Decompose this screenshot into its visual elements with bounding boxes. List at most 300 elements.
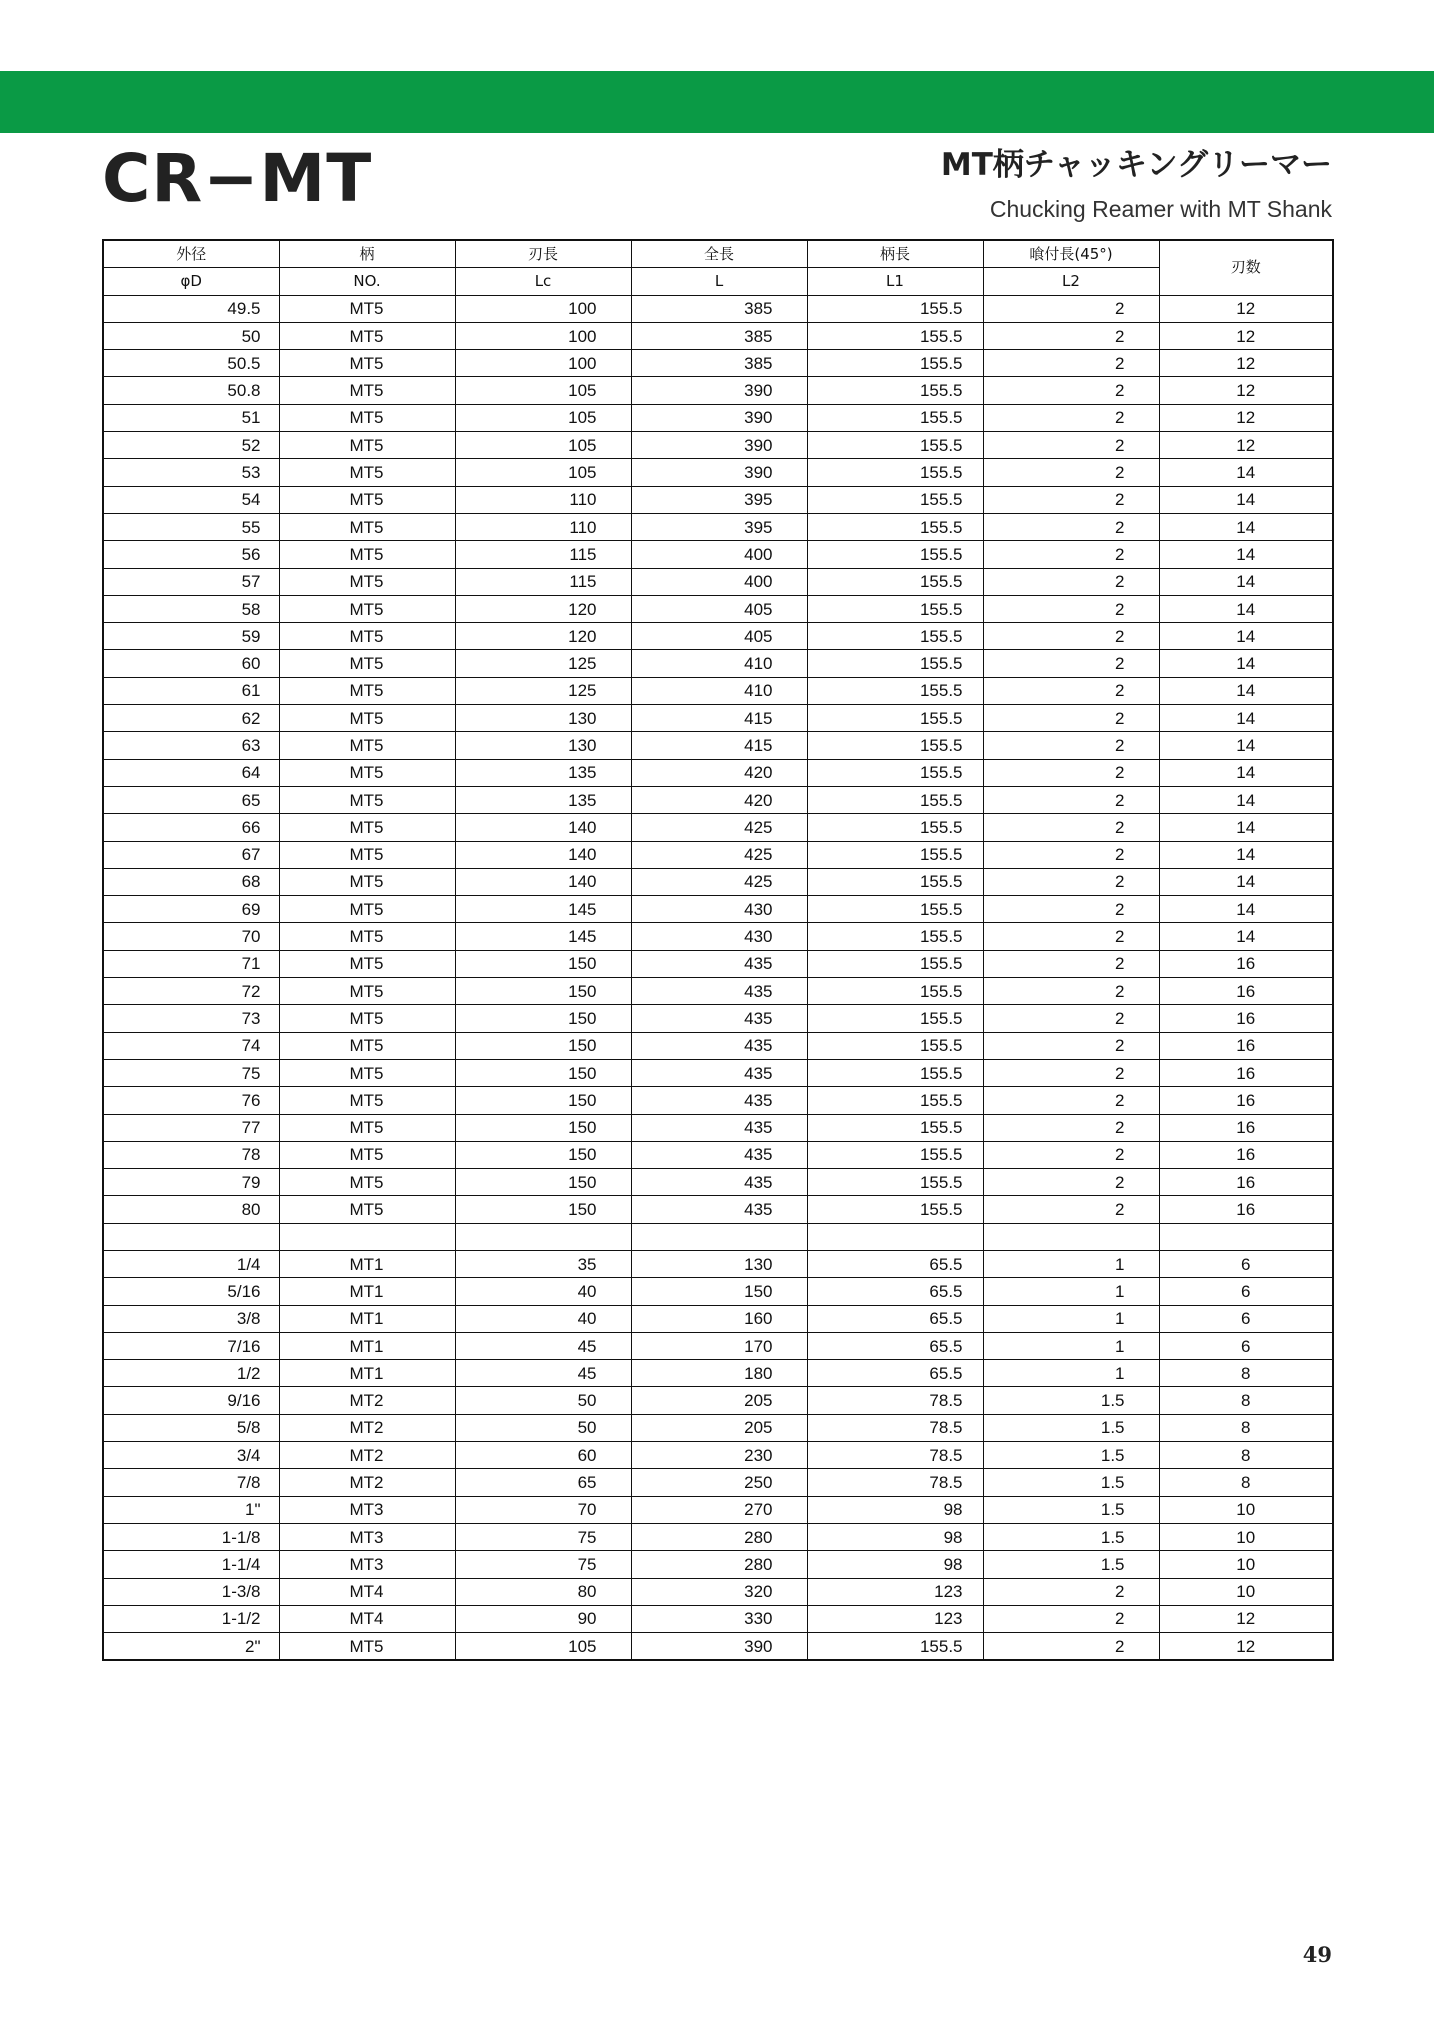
column-symbol: L <box>631 268 807 295</box>
cell-shank-length: 155.5 <box>807 841 983 868</box>
cell-overall-length: 435 <box>631 950 807 977</box>
cell-shank-length: 65.5 <box>807 1278 983 1305</box>
cell-chamfer-length: 1 <box>983 1250 1159 1277</box>
cell-flute-count: 10 <box>1159 1523 1333 1550</box>
cell-diameter: 56 <box>103 541 279 568</box>
cell-flute-count: 14 <box>1159 595 1333 622</box>
cell-diameter: 50.5 <box>103 350 279 377</box>
cell-overall-length: 395 <box>631 513 807 540</box>
cell-diameter: 76 <box>103 1087 279 1114</box>
cell-shank-no: MT5 <box>279 513 455 540</box>
cell-overall-length: 330 <box>631 1605 807 1632</box>
table-row <box>103 650 1333 677</box>
cell-shank-length: 155.5 <box>807 950 983 977</box>
table-row <box>103 1387 1333 1414</box>
cell-flute-length: 150 <box>455 1087 631 1114</box>
cell-shank-length: 155.5 <box>807 1059 983 1086</box>
cell-shank-no: MT1 <box>279 1360 455 1387</box>
cell-overall-length: 420 <box>631 786 807 813</box>
cell-diameter: 52 <box>103 432 279 459</box>
cell-chamfer-length: 2 <box>983 677 1159 704</box>
cell-chamfer-length: 2 <box>983 1087 1159 1114</box>
cell-shank-length: 155.5 <box>807 1169 983 1196</box>
cell-chamfer-length: 1 <box>983 1332 1159 1359</box>
cell-shank-no: MT5 <box>279 1633 455 1661</box>
cell-diameter: 69 <box>103 896 279 923</box>
cell-shank-length: 78.5 <box>807 1414 983 1441</box>
cell-diameter: 50 <box>103 322 279 349</box>
cell-shank-no: MT3 <box>279 1551 455 1578</box>
cell-shank-no: MT5 <box>279 1005 455 1032</box>
cell-flute-length: 105 <box>455 404 631 431</box>
cell-chamfer-length: 2 <box>983 1141 1159 1168</box>
cell-chamfer-length: 2 <box>983 923 1159 950</box>
table-row <box>103 459 1333 486</box>
table-row <box>103 868 1333 895</box>
cell-overall-length: 415 <box>631 705 807 732</box>
table-row <box>103 1059 1333 1086</box>
cell-shank-no: MT2 <box>279 1442 455 1469</box>
cell-flute-count: 16 <box>1159 1196 1333 1223</box>
cell-shank-length: 155.5 <box>807 404 983 431</box>
cell-shank-length: 65.5 <box>807 1250 983 1277</box>
cell-shank-no: MT3 <box>279 1496 455 1523</box>
cell-chamfer-length: 2 <box>983 1114 1159 1141</box>
cell-shank-no: MT5 <box>279 759 455 786</box>
cell-shank-length <box>807 1223 983 1250</box>
cell-flute-count: 12 <box>1159 350 1333 377</box>
header-green-band <box>0 71 1434 133</box>
cell-chamfer-length: 2 <box>983 486 1159 513</box>
table-row <box>103 1605 1333 1632</box>
column-symbol: φD <box>103 268 279 295</box>
table-row <box>103 1087 1333 1114</box>
table-row <box>103 1551 1333 1578</box>
cell-flute-length: 135 <box>455 786 631 813</box>
table-row <box>103 1469 1333 1496</box>
cell-flute-length: 150 <box>455 950 631 977</box>
cell-shank-length: 155.5 <box>807 595 983 622</box>
product-title-english: Chucking Reamer with MT Shank <box>989 196 1332 222</box>
cell-shank-length: 155.5 <box>807 896 983 923</box>
table-row <box>103 1223 1333 1250</box>
cell-flute-count: 6 <box>1159 1278 1333 1305</box>
cell-shank-no: MT5 <box>279 868 455 895</box>
cell-shank-no: MT4 <box>279 1605 455 1632</box>
cell-flute-length: 45 <box>455 1360 631 1387</box>
cell-shank-length: 155.5 <box>807 350 983 377</box>
cell-shank-length: 155.5 <box>807 541 983 568</box>
cell-overall-length: 390 <box>631 377 807 404</box>
cell-shank-length: 65.5 <box>807 1332 983 1359</box>
cell-diameter: 63 <box>103 732 279 759</box>
cell-shank-no: MT1 <box>279 1305 455 1332</box>
cell-flute-length: 40 <box>455 1278 631 1305</box>
cell-flute-length: 135 <box>455 759 631 786</box>
cell-overall-length: 435 <box>631 1087 807 1114</box>
column-header: 外径 <box>103 240 279 268</box>
cell-diameter: 67 <box>103 841 279 868</box>
cell-flute-count: 14 <box>1159 923 1333 950</box>
cell-flute-count: 14 <box>1159 459 1333 486</box>
cell-chamfer-length: 2 <box>983 459 1159 486</box>
cell-overall-length: 385 <box>631 350 807 377</box>
cell-chamfer-length: 1.5 <box>983 1469 1159 1496</box>
cell-flute-count: 6 <box>1159 1305 1333 1332</box>
table-row <box>103 350 1333 377</box>
cell-shank-length: 98 <box>807 1551 983 1578</box>
cell-flute-length: 125 <box>455 650 631 677</box>
cell-flute-length: 150 <box>455 1196 631 1223</box>
column-header: 喰付長(45°) <box>983 240 1159 268</box>
cell-flute-count: 8 <box>1159 1442 1333 1469</box>
table-row <box>103 1005 1333 1032</box>
cell-diameter: 60 <box>103 650 279 677</box>
table-row <box>103 732 1333 759</box>
cell-overall-length: 180 <box>631 1360 807 1387</box>
cell-overall-length: 385 <box>631 295 807 322</box>
cell-flute-length: 130 <box>455 732 631 759</box>
column-header: 刃数 <box>1159 240 1333 295</box>
cell-overall-length: 280 <box>631 1551 807 1578</box>
cell-chamfer-length: 2 <box>983 1605 1159 1632</box>
cell-shank-no: MT5 <box>279 295 455 322</box>
cell-flute-count: 14 <box>1159 705 1333 732</box>
cell-flute-length: 140 <box>455 868 631 895</box>
cell-overall-length: 390 <box>631 459 807 486</box>
cell-chamfer-length: 2 <box>983 432 1159 459</box>
cell-shank-length: 155.5 <box>807 486 983 513</box>
cell-chamfer-length: 2 <box>983 623 1159 650</box>
cell-shank-no: MT1 <box>279 1278 455 1305</box>
cell-flute-count: 14 <box>1159 896 1333 923</box>
page-number: 49 <box>1302 1942 1332 1967</box>
cell-flute-length: 90 <box>455 1605 631 1632</box>
table-row <box>103 432 1333 459</box>
cell-diameter: 7/8 <box>103 1469 279 1496</box>
cell-flute-length: 100 <box>455 322 631 349</box>
cell-chamfer-length: 2 <box>983 541 1159 568</box>
cell-shank-length: 78.5 <box>807 1469 983 1496</box>
cell-chamfer-length: 1 <box>983 1305 1159 1332</box>
table-row <box>103 814 1333 841</box>
cell-diameter: 1-1/4 <box>103 1551 279 1578</box>
cell-shank-no: MT5 <box>279 841 455 868</box>
cell-diameter: 71 <box>103 950 279 977</box>
cell-flute-count: 14 <box>1159 623 1333 650</box>
cell-shank-no: MT5 <box>279 732 455 759</box>
cell-shank-length: 78.5 <box>807 1387 983 1414</box>
cell-shank-length: 155.5 <box>807 322 983 349</box>
cell-shank-length: 155.5 <box>807 868 983 895</box>
cell-flute-length: 45 <box>455 1332 631 1359</box>
cell-flute-count: 8 <box>1159 1469 1333 1496</box>
cell-shank-no <box>279 1223 455 1250</box>
table-row <box>103 1414 1333 1441</box>
cell-diameter: 53 <box>103 459 279 486</box>
cell-shank-length: 155.5 <box>807 705 983 732</box>
table-row <box>103 1360 1333 1387</box>
cell-chamfer-length: 1.5 <box>983 1387 1159 1414</box>
cell-chamfer-length: 2 <box>983 1169 1159 1196</box>
cell-shank-length: 123 <box>807 1605 983 1632</box>
cell-shank-no: MT5 <box>279 432 455 459</box>
cell-overall-length: 400 <box>631 568 807 595</box>
cell-flute-length: 150 <box>455 978 631 1005</box>
cell-overall-length: 320 <box>631 1578 807 1605</box>
cell-shank-length: 155.5 <box>807 568 983 595</box>
cell-shank-no: MT1 <box>279 1250 455 1277</box>
cell-flute-length: 40 <box>455 1305 631 1332</box>
cell-overall-length: 205 <box>631 1387 807 1414</box>
cell-overall-length: 400 <box>631 541 807 568</box>
cell-shank-no: MT2 <box>279 1387 455 1414</box>
cell-shank-no: MT5 <box>279 705 455 732</box>
cell-shank-length: 155.5 <box>807 513 983 540</box>
cell-diameter: 50.8 <box>103 377 279 404</box>
cell-shank-no: MT5 <box>279 1196 455 1223</box>
cell-diameter: 80 <box>103 1196 279 1223</box>
cell-shank-no: MT5 <box>279 1032 455 1059</box>
cell-chamfer-length: 2 <box>983 322 1159 349</box>
cell-flute-count: 8 <box>1159 1387 1333 1414</box>
cell-overall-length: 405 <box>631 623 807 650</box>
table-row <box>103 595 1333 622</box>
cell-flute-count: 12 <box>1159 322 1333 349</box>
cell-chamfer-length: 2 <box>983 759 1159 786</box>
cell-shank-length: 65.5 <box>807 1360 983 1387</box>
cell-chamfer-length: 2 <box>983 377 1159 404</box>
cell-flute-count: 14 <box>1159 759 1333 786</box>
cell-flute-count: 6 <box>1159 1250 1333 1277</box>
cell-flute-count: 16 <box>1159 950 1333 977</box>
cell-flute-length: 75 <box>455 1523 631 1550</box>
cell-shank-length: 155.5 <box>807 759 983 786</box>
cell-diameter: 7/16 <box>103 1332 279 1359</box>
header-row-labels <box>103 240 1333 268</box>
cell-flute-length: 35 <box>455 1250 631 1277</box>
table-row <box>103 1250 1333 1277</box>
cell-overall-length: 405 <box>631 595 807 622</box>
cell-flute-length: 100 <box>455 350 631 377</box>
cell-chamfer-length: 2 <box>983 1633 1159 1661</box>
cell-shank-length: 155.5 <box>807 1196 983 1223</box>
cell-chamfer-length: 2 <box>983 295 1159 322</box>
cell-shank-length: 155.5 <box>807 459 983 486</box>
cell-shank-length: 98 <box>807 1496 983 1523</box>
cell-overall-length: 425 <box>631 868 807 895</box>
table-row <box>103 1496 1333 1523</box>
cell-flute-count: 16 <box>1159 1169 1333 1196</box>
cell-shank-length: 155.5 <box>807 1633 983 1661</box>
cell-shank-length: 155.5 <box>807 650 983 677</box>
table-row <box>103 1332 1333 1359</box>
table-row <box>103 295 1333 322</box>
cell-flute-length: 130 <box>455 705 631 732</box>
cell-shank-no: MT5 <box>279 623 455 650</box>
cell-chamfer-length: 2 <box>983 1059 1159 1086</box>
cell-flute-length: 150 <box>455 1114 631 1141</box>
cell-diameter: 1-1/2 <box>103 1605 279 1632</box>
cell-flute-count: 12 <box>1159 1633 1333 1661</box>
cell-overall-length: 430 <box>631 923 807 950</box>
cell-shank-no: MT2 <box>279 1469 455 1496</box>
table-row <box>103 1523 1333 1550</box>
header-row-symbols <box>103 268 1333 295</box>
cell-flute-count: 6 <box>1159 1332 1333 1359</box>
cell-shank-no: MT5 <box>279 677 455 704</box>
cell-shank-length: 155.5 <box>807 1087 983 1114</box>
cell-diameter: 72 <box>103 978 279 1005</box>
column-header: 柄長 <box>807 240 983 268</box>
cell-flute-count: 16 <box>1159 1005 1333 1032</box>
cell-diameter: 5/8 <box>103 1414 279 1441</box>
cell-overall-length: 230 <box>631 1442 807 1469</box>
column-header: 全長 <box>631 240 807 268</box>
cell-flute-length: 80 <box>455 1578 631 1605</box>
cell-flute-count: 14 <box>1159 541 1333 568</box>
table-row <box>103 923 1333 950</box>
table-row <box>103 1305 1333 1332</box>
cell-chamfer-length: 1.5 <box>983 1551 1159 1578</box>
cell-flute-count: 16 <box>1159 1059 1333 1086</box>
cell-chamfer-length <box>983 1223 1159 1250</box>
cell-flute-count: 14 <box>1159 486 1333 513</box>
cell-flute-length: 145 <box>455 923 631 950</box>
cell-overall-length: 385 <box>631 322 807 349</box>
cell-overall-length: 415 <box>631 732 807 759</box>
table-row <box>103 486 1333 513</box>
cell-flute-length: 50 <box>455 1414 631 1441</box>
cell-overall-length: 435 <box>631 1005 807 1032</box>
cell-diameter: 2" <box>103 1633 279 1661</box>
table-row <box>103 841 1333 868</box>
table-row <box>103 786 1333 813</box>
product-title-japanese: MT柄チャッキングリーマー <box>940 147 1332 183</box>
cell-shank-no: MT5 <box>279 650 455 677</box>
table-row <box>103 1633 1333 1661</box>
cell-shank-no: MT5 <box>279 377 455 404</box>
cell-flute-length <box>455 1223 631 1250</box>
cell-flute-length: 50 <box>455 1387 631 1414</box>
cell-chamfer-length: 2 <box>983 896 1159 923</box>
cell-shank-no: MT1 <box>279 1332 455 1359</box>
cell-shank-length: 155.5 <box>807 978 983 1005</box>
cell-overall-length: 435 <box>631 1196 807 1223</box>
cell-diameter: 62 <box>103 705 279 732</box>
cell-shank-length: 155.5 <box>807 786 983 813</box>
cell-flute-length: 110 <box>455 486 631 513</box>
cell-diameter: 78 <box>103 1141 279 1168</box>
cell-flute-length: 140 <box>455 841 631 868</box>
cell-flute-length: 60 <box>455 1442 631 1469</box>
cell-flute-length: 150 <box>455 1059 631 1086</box>
cell-flute-count: 10 <box>1159 1551 1333 1578</box>
cell-flute-length: 105 <box>455 377 631 404</box>
cell-shank-no: MT3 <box>279 1523 455 1550</box>
cell-shank-no: MT5 <box>279 459 455 486</box>
cell-chamfer-length: 2 <box>983 1578 1159 1605</box>
cell-shank-length: 123 <box>807 1578 983 1605</box>
cell-flute-count: 16 <box>1159 1141 1333 1168</box>
table-row <box>103 322 1333 349</box>
cell-shank-length: 98 <box>807 1523 983 1550</box>
table-row <box>103 377 1333 404</box>
cell-chamfer-length: 2 <box>983 705 1159 732</box>
cell-shank-no: MT5 <box>279 950 455 977</box>
cell-overall-length: 435 <box>631 978 807 1005</box>
cell-diameter: 9/16 <box>103 1387 279 1414</box>
cell-flute-count: 16 <box>1159 978 1333 1005</box>
cell-chamfer-length: 2 <box>983 950 1159 977</box>
cell-diameter: 51 <box>103 404 279 431</box>
cell-flute-count: 8 <box>1159 1360 1333 1387</box>
cell-flute-count: 14 <box>1159 814 1333 841</box>
cell-diameter: 70 <box>103 923 279 950</box>
cell-overall-length <box>631 1223 807 1250</box>
table-row <box>103 1442 1333 1469</box>
cell-flute-length: 145 <box>455 896 631 923</box>
cell-flute-length: 65 <box>455 1469 631 1496</box>
cell-diameter: 3/4 <box>103 1442 279 1469</box>
cell-shank-no: MT5 <box>279 1141 455 1168</box>
cell-overall-length: 280 <box>631 1523 807 1550</box>
cell-chamfer-length: 2 <box>983 513 1159 540</box>
product-code: CR−MT <box>102 140 373 217</box>
cell-flute-length: 115 <box>455 568 631 595</box>
cell-shank-length: 155.5 <box>807 923 983 950</box>
column-header: 刃長 <box>455 240 631 268</box>
cell-shank-no: MT5 <box>279 786 455 813</box>
cell-overall-length: 395 <box>631 486 807 513</box>
cell-overall-length: 435 <box>631 1141 807 1168</box>
cell-diameter: 1/4 <box>103 1250 279 1277</box>
cell-chamfer-length: 1.5 <box>983 1414 1159 1441</box>
cell-overall-length: 435 <box>631 1169 807 1196</box>
cell-flute-count: 16 <box>1159 1114 1333 1141</box>
cell-flute-count: 14 <box>1159 513 1333 540</box>
cell-shank-no: MT5 <box>279 1087 455 1114</box>
cell-diameter: 74 <box>103 1032 279 1059</box>
cell-flute-length: 140 <box>455 814 631 841</box>
cell-flute-length: 110 <box>455 513 631 540</box>
table-row <box>103 677 1333 704</box>
cell-shank-length: 155.5 <box>807 814 983 841</box>
cell-flute-count: 14 <box>1159 841 1333 868</box>
cell-chamfer-length: 2 <box>983 1005 1159 1032</box>
table-row <box>103 1114 1333 1141</box>
cell-flute-length: 115 <box>455 541 631 568</box>
cell-shank-no: MT5 <box>279 896 455 923</box>
cell-chamfer-length: 1 <box>983 1278 1159 1305</box>
table-row <box>103 896 1333 923</box>
cell-diameter <box>103 1223 279 1250</box>
cell-flute-length: 120 <box>455 595 631 622</box>
column-symbol: L2 <box>983 268 1159 295</box>
cell-chamfer-length: 1.5 <box>983 1496 1159 1523</box>
cell-diameter: 5/16 <box>103 1278 279 1305</box>
table-row <box>103 568 1333 595</box>
table-row <box>103 1032 1333 1059</box>
table-row <box>103 950 1333 977</box>
cell-shank-no: MT5 <box>279 1059 455 1086</box>
cell-flute-count: 16 <box>1159 1032 1333 1059</box>
cell-shank-no: MT5 <box>279 404 455 431</box>
cell-overall-length: 410 <box>631 677 807 704</box>
cell-flute-count: 14 <box>1159 677 1333 704</box>
table-row <box>103 759 1333 786</box>
cell-flute-count: 12 <box>1159 1605 1333 1632</box>
